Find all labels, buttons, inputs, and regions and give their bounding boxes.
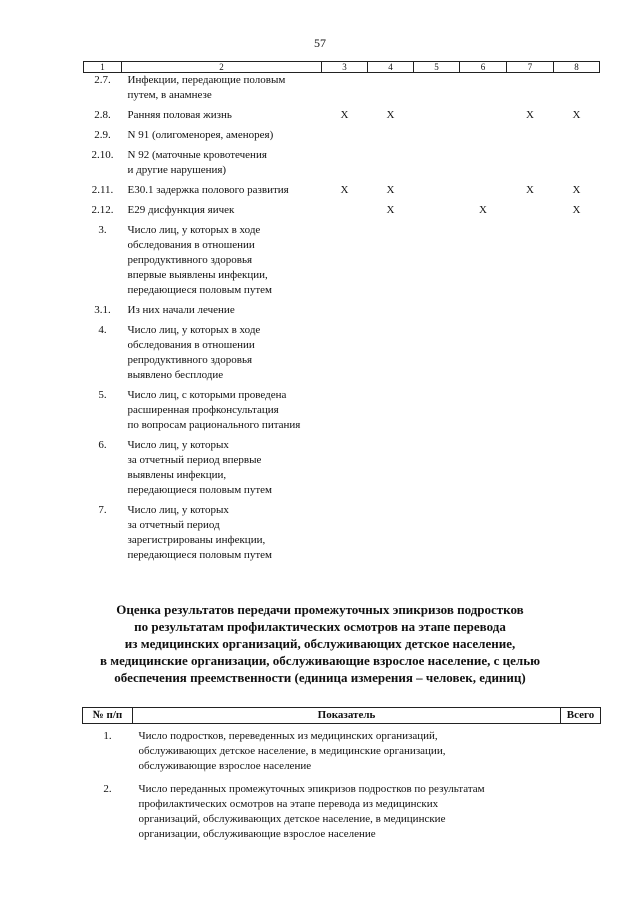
mark-cell <box>414 388 460 438</box>
description-line: обследования в отношении <box>127 338 255 351</box>
mark-cell <box>414 148 460 183</box>
mark-cell <box>368 438 414 503</box>
column-header: 6 <box>460 62 507 73</box>
mark-cell <box>414 223 460 303</box>
row-description <box>122 323 322 388</box>
mark-cell <box>507 148 554 183</box>
mark-cell <box>414 183 460 203</box>
heading-line: по результатам профилактических осмотров на этапе перевода <box>134 619 506 634</box>
mark-cell <box>414 503 460 568</box>
mark-cell: X <box>386 183 395 196</box>
row-description <box>122 108 322 128</box>
mark-cell <box>368 223 414 303</box>
mark-cell <box>460 438 507 503</box>
indicator-line: Число переданных промежуточных эпикризов подростков по результатам <box>138 782 485 795</box>
mark-cell <box>554 223 600 303</box>
description-line: передающиеся половым путем <box>127 483 272 496</box>
description-line: за отчетный период <box>127 518 220 531</box>
mark-cell: X <box>479 203 487 216</box>
row-description <box>122 128 322 148</box>
mark-cell <box>414 303 460 323</box>
row-indicator <box>133 777 561 845</box>
mark-cell <box>460 128 507 148</box>
row-description <box>122 73 322 108</box>
description-line: репродуктивного здоровья <box>127 353 253 366</box>
page-number: 57 <box>314 36 326 50</box>
mark-cell: X <box>340 108 349 121</box>
description-line: Число лиц, у которых в ходе <box>127 323 261 336</box>
mark-cell <box>414 73 460 108</box>
table-row <box>84 503 600 568</box>
mark-cell <box>322 223 368 303</box>
mark-cell <box>414 128 460 148</box>
description-line: за отчетный период впервые <box>127 453 262 466</box>
row-description <box>122 303 322 323</box>
table-row <box>84 203 600 223</box>
mark-cell <box>460 323 507 388</box>
table-row <box>84 108 600 128</box>
header-row <box>83 708 601 724</box>
row-number: 2.8. <box>94 108 111 121</box>
description-line: E30.1 задержка полового развития <box>127 183 289 196</box>
mark-cell <box>460 503 507 568</box>
mark-cell <box>554 438 600 503</box>
mark-cell <box>368 388 414 438</box>
row-number: 2.10. <box>91 148 114 161</box>
description-line: и другие нарушения) <box>127 163 227 176</box>
description-line: зарегистрированы инфекции, <box>127 533 266 546</box>
mark-cell <box>322 128 368 148</box>
indicator-line: организации, обслуживающие взрослое население <box>138 827 376 840</box>
description-line: по вопросам рационального питания <box>127 418 301 431</box>
mark-cell <box>507 203 554 223</box>
description-line: E29 дисфункция яичек <box>127 203 235 216</box>
mark-cell <box>507 73 554 108</box>
table-row <box>83 724 601 777</box>
mark-cell <box>322 203 368 223</box>
indicator-line: обслуживающие взрослое население <box>138 760 312 772</box>
table-row <box>84 183 600 203</box>
heading-line: обеспечения преемственности (единица измерения – человек, единиц) <box>114 670 526 685</box>
mark-cell <box>322 388 368 438</box>
mark-cell <box>554 148 600 183</box>
mark-cell <box>322 73 368 108</box>
row-description <box>122 388 322 438</box>
column-header: 7 <box>507 62 554 73</box>
mark-cell <box>460 303 507 323</box>
mark-cell: X <box>386 203 395 216</box>
mark-cell <box>322 438 368 503</box>
mark-cell <box>507 388 554 438</box>
heading-line: в медицинские организации, обслуживающие взрослое население, с целью <box>99 653 541 668</box>
description-line: Ранняя половая жизнь <box>127 108 232 121</box>
description-line: Инфекции, передающие половым <box>127 74 286 86</box>
mark-cell: X <box>340 183 349 196</box>
table-body <box>84 73 600 568</box>
table-body <box>83 724 601 845</box>
table-row <box>84 323 600 388</box>
row-description <box>122 438 322 503</box>
table-row <box>84 388 600 438</box>
mark-cell <box>368 303 414 323</box>
row-number: 4. <box>98 323 107 336</box>
row-number: 3.1. <box>94 303 111 316</box>
mark-cell: X <box>386 108 395 121</box>
row-number: 2.7. <box>94 74 111 86</box>
heading-line: из медицинских организаций, обслуживающих детское население, <box>124 636 516 651</box>
description-line: расширенная профконсультация <box>127 403 279 416</box>
description-line: выявлены инфекции, <box>127 468 227 481</box>
description-line: N 92 (маточные кровотечения <box>127 148 267 161</box>
row-description <box>122 223 322 303</box>
mark-cell <box>554 388 600 438</box>
row-number: 2.9. <box>94 128 111 141</box>
row-number: 6. <box>98 438 107 451</box>
mark-cell <box>507 128 554 148</box>
mark-cell <box>507 323 554 388</box>
mark-cell <box>414 438 460 503</box>
table-row <box>84 223 600 303</box>
indicator-line: обслуживающих детское население, в медицинские организации, <box>138 745 446 757</box>
row-number: 2.12. <box>91 203 114 216</box>
description-line: передающиеся половым путем <box>127 283 272 296</box>
column-header-indicator: Показатель <box>133 708 561 724</box>
row-number: 2.11. <box>91 183 114 196</box>
mark-cell <box>507 503 554 568</box>
column-header: 3 <box>322 62 368 73</box>
mark-cell <box>322 148 368 183</box>
mark-cell <box>554 73 600 108</box>
table-row <box>84 438 600 503</box>
description-line: N 91 (олигоменорея, аменорея) <box>127 128 274 141</box>
mark-cell <box>460 148 507 183</box>
table-row <box>84 73 600 108</box>
mark-cell <box>368 73 414 108</box>
mark-cell <box>554 303 600 323</box>
column-header: 2 <box>122 62 322 73</box>
mark-cell <box>460 388 507 438</box>
description-line: репродуктивного здоровья <box>127 253 253 266</box>
row-indicator <box>133 724 561 777</box>
row-description <box>122 503 322 568</box>
section-heading <box>60 601 580 686</box>
description-line: Число лиц, у которых <box>127 438 229 451</box>
row-total <box>561 777 601 845</box>
description-line: передающиеся половым путем <box>127 548 272 561</box>
mark-cell <box>554 503 600 568</box>
mark-cell <box>507 303 554 323</box>
description-line: Число лиц, у которых <box>127 503 229 516</box>
row-description <box>122 183 322 203</box>
description-line: обследования в отношении <box>127 238 255 251</box>
mark-cell <box>322 303 368 323</box>
mark-cell <box>368 323 414 388</box>
mark-cell: X <box>572 203 581 216</box>
row-total <box>561 724 601 777</box>
epicrisis-table <box>82 707 601 845</box>
indicator-line: профилактических осмотров на этапе перевода из медицинских <box>138 797 439 810</box>
mark-cell <box>460 73 507 108</box>
column-header-total: Всего <box>561 708 601 724</box>
mark-cell: X <box>572 183 581 196</box>
row-number: 7. <box>98 503 107 516</box>
table-row <box>84 148 600 183</box>
mark-cell <box>554 323 600 388</box>
column-header: 4 <box>368 62 414 73</box>
description-line: Из них начали лечение <box>127 303 235 316</box>
indicator-line: Число подростков, переведенных из медицинских организаций, <box>138 730 438 742</box>
mark-cell <box>368 128 414 148</box>
description-line: выявлено бесплодие <box>127 368 224 381</box>
mark-cell <box>368 148 414 183</box>
table-row <box>84 128 600 148</box>
column-header-number: № п/п <box>83 708 133 724</box>
row-number: 3. <box>98 223 107 236</box>
mark-cell <box>322 503 368 568</box>
mark-cell: X <box>526 108 534 121</box>
row-description <box>122 203 322 223</box>
mark-cell <box>507 223 554 303</box>
mark-cell <box>414 323 460 388</box>
mark-cell <box>460 183 507 203</box>
description-line: впервые выявлены инфекции, <box>127 268 268 281</box>
column-header: 8 <box>554 62 600 73</box>
mark-cell <box>322 323 368 388</box>
indicator-line: организаций, обслуживающих детское население, в медицинские <box>138 812 446 825</box>
mark-cell <box>368 503 414 568</box>
mark-cell: X <box>572 108 581 121</box>
column-number-row <box>84 62 600 73</box>
row-number: 2. <box>103 782 112 795</box>
row-description <box>122 148 322 183</box>
table-row <box>83 777 601 845</box>
row-number: 1. <box>103 730 112 742</box>
heading-line: Оценка результатов передачи промежуточных эпикризов подростков <box>116 602 524 617</box>
reproductive-health-table <box>83 61 600 568</box>
description-line: путем, в анамнезе <box>127 89 212 101</box>
description-line: Число лиц, с которыми проведена <box>127 388 287 401</box>
mark-cell <box>460 108 507 128</box>
mark-cell <box>460 223 507 303</box>
table-row <box>84 303 600 323</box>
row-number: 5. <box>98 388 107 401</box>
mark-cell <box>554 128 600 148</box>
mark-cell <box>414 108 460 128</box>
mark-cell <box>507 438 554 503</box>
column-header: 1 <box>84 62 122 73</box>
description-line: Число лиц, у которых в ходе <box>127 223 261 236</box>
column-header: 5 <box>414 62 460 73</box>
mark-cell: X <box>526 183 534 196</box>
mark-cell <box>414 203 460 223</box>
